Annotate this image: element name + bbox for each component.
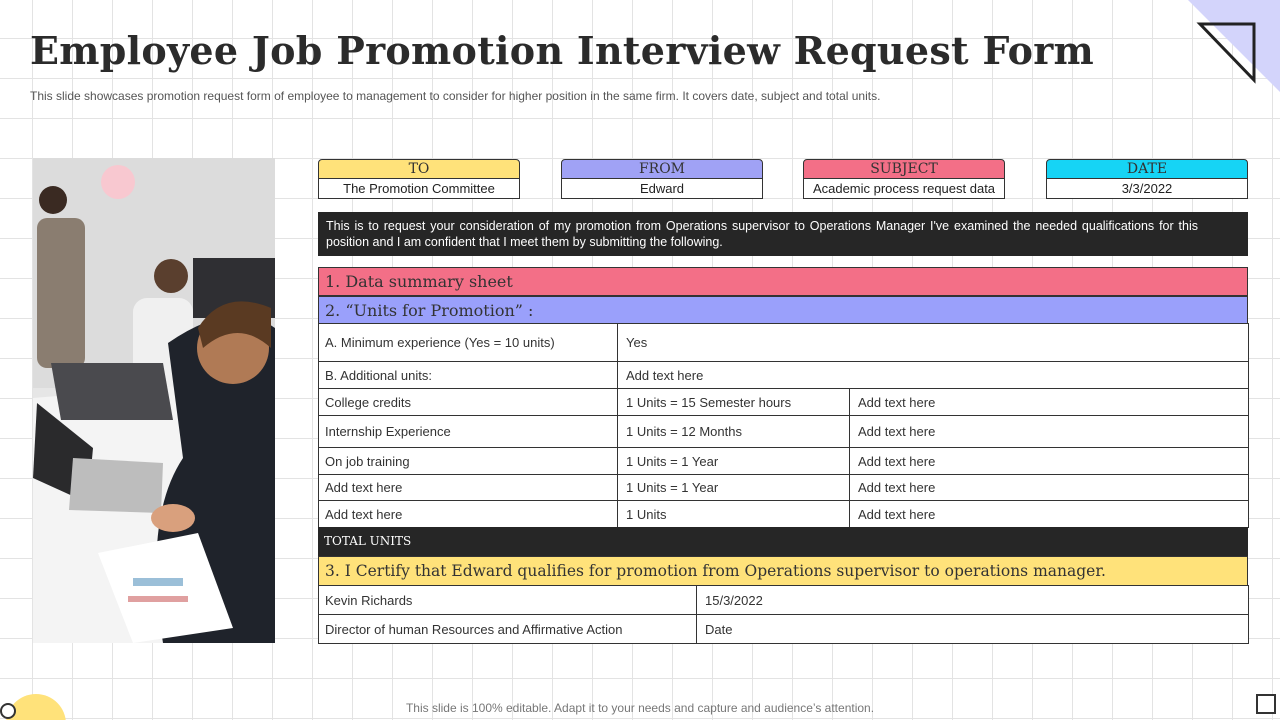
page-title: Employee Job Promotion Interview Request Form <box>30 28 1095 73</box>
additional-units-value[interactable]: Add text here <box>618 362 1249 389</box>
unit-rows-table <box>318 388 1249 528</box>
date-header: DATE <box>1046 159 1248 179</box>
unit-note[interactable]: Add text here <box>850 416 1249 448</box>
unit-item: Internship Experience <box>319 416 618 448</box>
section-certification: 3. I Certify that Edward qualifies for promotion from Operations supervisor to operations manager. <box>318 556 1248 586</box>
table-row <box>319 475 1249 501</box>
unit-note[interactable]: Add text here <box>850 448 1249 475</box>
additional-units-label: B. Additional units: <box>319 362 618 389</box>
unit-note[interactable]: Add text here <box>850 389 1249 416</box>
to-header: TO <box>318 159 520 179</box>
unit-item: College credits <box>319 389 618 416</box>
signatory-title: Director of human Resources and Affirmative Action <box>319 615 697 644</box>
unit-conversion: 1 Units = 15 Semester hours <box>618 389 850 416</box>
table-row <box>319 501 1249 528</box>
signature-date-label[interactable]: Date <box>697 615 1249 644</box>
section-data-summary: 1. Data summary sheet <box>318 267 1248 296</box>
table-row <box>319 362 1249 389</box>
from-header: FROM <box>561 159 763 179</box>
signature-date[interactable]: 15/3/2022 <box>697 586 1249 615</box>
units-summary-table <box>318 323 1249 389</box>
signature-table <box>318 585 1249 644</box>
min-experience-value[interactable]: Yes <box>618 324 1249 362</box>
date-value[interactable]: 3/3/2022 <box>1046 179 1248 199</box>
footer-note: This slide is 100% editable. Adapt it to your needs and capture and audience’s attention. <box>405 701 875 715</box>
signatory-name: Kevin Richards <box>319 586 697 615</box>
corner-triangle-decoration <box>1180 0 1280 95</box>
unit-conversion: 1 Units <box>618 501 850 528</box>
from-value[interactable]: Edward <box>561 179 763 199</box>
subject-value[interactable]: Academic process request data <box>803 179 1005 199</box>
unit-note[interactable]: Add text here <box>850 501 1249 528</box>
page-subtitle: This slide showcases promotion request form of employee to management to consider for higher position in the same firm. It covers date, subject and total units. <box>30 89 881 103</box>
min-experience-label: A. Minimum experience (Yes = 10 units) <box>319 324 618 362</box>
table-row <box>319 416 1249 448</box>
unit-item[interactable]: Add text here <box>319 475 618 501</box>
request-intro-text: This is to request your consideration of my promotion from Operations supervisor to Operations Manager I've examined the needed qualifications for this position and I am confident that I meet them by submitting the following. <box>318 212 1248 256</box>
table-row <box>319 615 1249 644</box>
table-row <box>319 324 1249 362</box>
unit-item[interactable]: Add text here <box>319 501 618 528</box>
unit-conversion: 1 Units = 1 Year <box>618 475 850 501</box>
section-units-for-promotion: 2. “Units for Promotion” : <box>318 296 1248 324</box>
unit-note[interactable]: Add text here <box>850 475 1249 501</box>
table-row <box>319 389 1249 416</box>
to-value[interactable]: The Promotion Committee <box>318 179 520 199</box>
subject-header: SUBJECT <box>803 159 1005 179</box>
unit-conversion: 1 Units = 12 Months <box>618 416 850 448</box>
unit-conversion: 1 Units = 1 Year <box>618 448 850 475</box>
total-units-row: TOTAL UNITS <box>318 527 1248 556</box>
office-photo <box>33 158 275 643</box>
table-row <box>319 586 1249 615</box>
unit-item: On job training <box>319 448 618 475</box>
table-row <box>319 448 1249 475</box>
